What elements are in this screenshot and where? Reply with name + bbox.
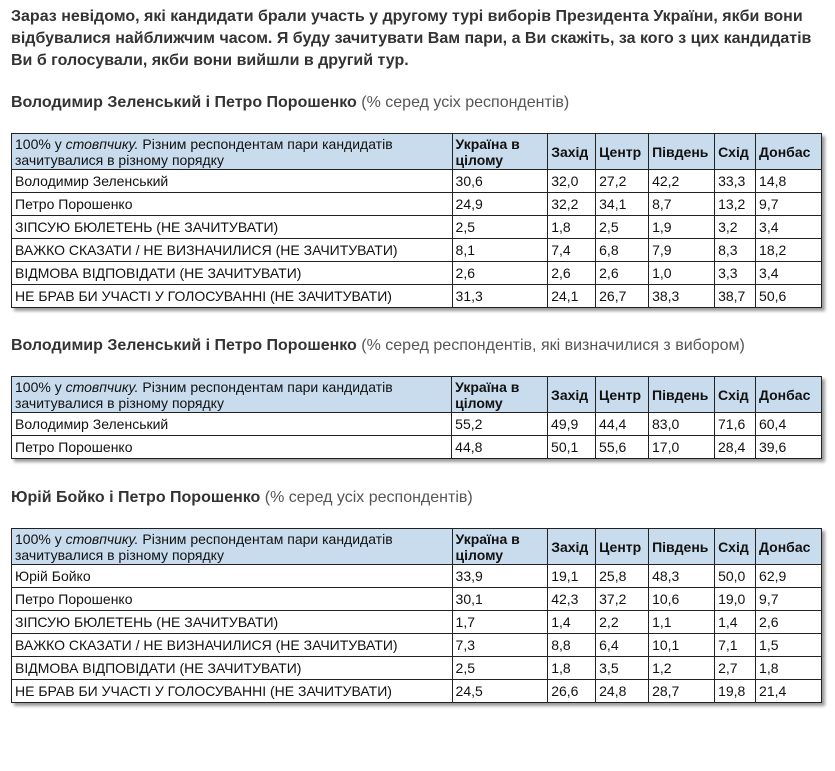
header-note: 100% у стовпчику. Різним респондентам пари кандидатів зачитувалися в різному порядку	[12, 134, 453, 170]
row-label: ЗІПСУЮ БЮЛЕТЕНЬ (НЕ ЗАЧИТУВАТИ)	[12, 216, 453, 239]
cell-value: 3,5	[596, 657, 649, 680]
section-title-main: Володимир Зеленський і Петро Порошенко	[11, 337, 357, 354]
header-note: 100% у стовпчику. Різним респондентам пари кандидатів зачитувалися в різному порядку	[12, 377, 452, 413]
table-row	[12, 285, 822, 308]
header-center: Центр	[596, 134, 649, 170]
row-label: ВАЖКО СКАЗАТИ / НЕ ВИЗНАЧИЛИСЯ (НЕ ЗАЧИТУВАТИ)	[12, 239, 453, 262]
cell-value: 55,2	[452, 413, 548, 436]
cell-value: 42,3	[548, 588, 596, 611]
row-label: НЕ БРАВ БИ УЧАСТІ У ГОЛОСУВАННІ (НЕ ЗАЧИТУВАТИ)	[12, 285, 453, 308]
cell-value: 33,9	[452, 565, 548, 588]
row-label: Володимир Зеленський	[12, 170, 453, 193]
cell-value: 55,6	[596, 436, 649, 459]
results-table	[11, 376, 822, 459]
cell-value: 8,1	[452, 239, 548, 262]
cell-value: 2,6	[548, 262, 596, 285]
cell-value: 48,3	[649, 565, 715, 588]
cell-value: 3,4	[756, 262, 822, 285]
cell-value: 71,6	[715, 413, 756, 436]
cell-value: 24,9	[452, 193, 548, 216]
row-label: ВАЖКО СКАЗАТИ / НЕ ВИЗНАЧИЛИСЯ (НЕ ЗАЧИТУВАТИ)	[12, 634, 453, 657]
cell-value: 32,0	[548, 170, 596, 193]
cell-value: 2,5	[452, 216, 548, 239]
header-east: Схід	[715, 134, 756, 170]
section-title	[11, 336, 824, 356]
cell-value: 28,4	[715, 436, 756, 459]
cell-value: 1,0	[649, 262, 715, 285]
row-label: ВІДМОВА ВІДПОВІДАТИ (НЕ ЗАЧИТУВАТИ)	[12, 657, 453, 680]
cell-value: 1,2	[649, 657, 715, 680]
table-row	[12, 588, 822, 611]
cell-value: 31,3	[452, 285, 548, 308]
header-west: Захід	[548, 134, 596, 170]
cell-value: 39,6	[755, 436, 821, 459]
header-ukraine: Україна в цілому	[452, 134, 548, 170]
cell-value: 8,7	[649, 193, 715, 216]
header-ukraine: Україна в цілому	[452, 377, 548, 413]
table-row	[12, 239, 822, 262]
results-table	[11, 133, 822, 308]
header-east: Схід	[715, 377, 756, 413]
cell-value: 1,1	[649, 611, 715, 634]
table-row	[12, 611, 822, 634]
cell-value: 7,3	[452, 634, 548, 657]
cell-value: 1,8	[756, 657, 822, 680]
cell-value: 8,3	[715, 239, 756, 262]
cell-value: 50,6	[756, 285, 822, 308]
cell-value: 2,6	[452, 262, 548, 285]
cell-value: 38,7	[715, 285, 756, 308]
cell-value: 17,0	[649, 436, 715, 459]
cell-value: 21,4	[756, 680, 822, 703]
row-label: ЗІПСУЮ БЮЛЕТЕНЬ (НЕ ЗАЧИТУВАТИ)	[12, 611, 453, 634]
cell-value: 26,7	[596, 285, 649, 308]
cell-value: 10,6	[649, 588, 715, 611]
section-zelensky-poroshenko-decided	[11, 336, 824, 459]
cell-value: 24,5	[452, 680, 548, 703]
cell-value: 9,7	[756, 588, 822, 611]
cell-value: 1,5	[756, 634, 822, 657]
survey-question: Зараз невідомо, які кандидати брали участь у другому турі виборів Президента України, якби вони відбувалися найближчим часом. Я буду зачитувати Вам пари, а Ви скажіть, за кого з цих кандидатів Ви б голосували, якби вони вийшли в другий тур.	[11, 8, 812, 69]
cell-value: 3,2	[715, 216, 756, 239]
cell-value: 24,1	[548, 285, 596, 308]
cell-value: 27,2	[596, 170, 649, 193]
cell-value: 83,0	[649, 413, 715, 436]
cell-value: 19,8	[715, 680, 756, 703]
cell-value: 2,2	[596, 611, 649, 634]
table-header-row	[12, 377, 822, 413]
cell-value: 2,6	[756, 611, 822, 634]
cell-value: 24,8	[596, 680, 649, 703]
cell-value: 6,8	[596, 239, 649, 262]
section-boyko-poroshenko-all	[11, 488, 824, 703]
cell-value: 6,4	[596, 634, 649, 657]
cell-value: 1,4	[715, 611, 756, 634]
table-row	[12, 216, 822, 239]
cell-value: 50,1	[548, 436, 596, 459]
cell-value: 28,7	[649, 680, 715, 703]
row-label: Петро Порошенко	[12, 588, 453, 611]
cell-value: 1,8	[548, 216, 596, 239]
row-label: НЕ БРАВ БИ УЧАСТІ У ГОЛОСУВАННІ (НЕ ЗАЧИТУВАТИ)	[12, 680, 453, 703]
section-zelensky-poroshenko-all	[11, 93, 824, 308]
header-east: Схід	[715, 529, 756, 565]
row-label: Петро Порошенко	[12, 193, 453, 216]
cell-value: 1,4	[548, 611, 596, 634]
cell-value: 2,5	[596, 216, 649, 239]
row-label: ВІДМОВА ВІДПОВІДАТИ (НЕ ЗАЧИТУВАТИ)	[12, 262, 453, 285]
table-row	[12, 413, 822, 436]
cell-value: 50,0	[715, 565, 756, 588]
header-note: 100% у стовпчику. Різним респондентам пари кандидатів зачитувалися в різному порядку	[12, 529, 453, 565]
table-row	[12, 170, 822, 193]
cell-value: 49,9	[548, 413, 596, 436]
cell-value: 38,3	[649, 285, 715, 308]
row-label: Юрій Бойко	[12, 565, 453, 588]
cell-value: 7,9	[649, 239, 715, 262]
cell-value: 44,8	[452, 436, 548, 459]
cell-value: 18,2	[756, 239, 822, 262]
cell-value: 1,9	[649, 216, 715, 239]
table-header-row	[12, 529, 822, 565]
table-row	[12, 565, 822, 588]
header-center: Центр	[596, 377, 649, 413]
cell-value: 9,7	[756, 193, 822, 216]
cell-value: 34,1	[596, 193, 649, 216]
cell-value: 8,8	[548, 634, 596, 657]
cell-value: 13,2	[715, 193, 756, 216]
cell-value: 7,4	[548, 239, 596, 262]
table-header-row	[12, 134, 822, 170]
cell-value: 25,8	[596, 565, 649, 588]
section-title-sub: (% серед усіх респондентів)	[361, 94, 570, 111]
row-label: Володимир Зеленський	[12, 413, 452, 436]
cell-value: 14,8	[756, 170, 822, 193]
header-donbas: Донбас	[756, 529, 822, 565]
header-center: Центр	[596, 529, 649, 565]
table-row	[12, 634, 822, 657]
cell-value: 19,0	[715, 588, 756, 611]
cell-value: 62,9	[756, 565, 822, 588]
table-row	[12, 680, 822, 703]
section-title-sub: (% серед усіх респондентів)	[264, 489, 473, 506]
cell-value: 33,3	[715, 170, 756, 193]
section-title-main: Володимир Зеленський і Петро Порошенко	[11, 94, 357, 111]
header-donbas: Донбас	[755, 377, 821, 413]
cell-value: 42,2	[649, 170, 715, 193]
header-south: Південь	[649, 377, 715, 413]
cell-value: 10,1	[649, 634, 715, 657]
cell-value: 44,4	[596, 413, 649, 436]
header-south: Південь	[649, 134, 715, 170]
section-title-sub: (% серед респондентів, які визначилися з вибором)	[361, 337, 745, 354]
header-south: Південь	[649, 529, 715, 565]
header-west: Захід	[548, 377, 596, 413]
header-west: Захід	[548, 529, 596, 565]
cell-value: 1,7	[452, 611, 548, 634]
cell-value: 32,2	[548, 193, 596, 216]
header-ukraine: Україна в цілому	[452, 529, 548, 565]
cell-value: 7,1	[715, 634, 756, 657]
cell-value: 1,8	[548, 657, 596, 680]
cell-value: 30,1	[452, 588, 548, 611]
cell-value: 3,4	[756, 216, 822, 239]
cell-value: 3,3	[715, 262, 756, 285]
table-row	[12, 436, 822, 459]
cell-value: 19,1	[548, 565, 596, 588]
table-row	[12, 193, 822, 216]
results-table	[11, 528, 822, 703]
row-label: Петро Порошенко	[12, 436, 452, 459]
header-donbas: Донбас	[756, 134, 822, 170]
cell-value: 60,4	[755, 413, 821, 436]
section-title	[11, 488, 824, 508]
cell-value: 30,6	[452, 170, 548, 193]
cell-value: 26,6	[548, 680, 596, 703]
cell-value: 2,5	[452, 657, 548, 680]
cell-value: 37,2	[596, 588, 649, 611]
table-row	[12, 657, 822, 680]
table-row	[12, 262, 822, 285]
cell-value: 2,6	[596, 262, 649, 285]
section-title	[11, 93, 824, 113]
cell-value: 2,7	[715, 657, 756, 680]
section-title-main: Юрій Бойко і Петро Порошенко	[11, 489, 261, 506]
